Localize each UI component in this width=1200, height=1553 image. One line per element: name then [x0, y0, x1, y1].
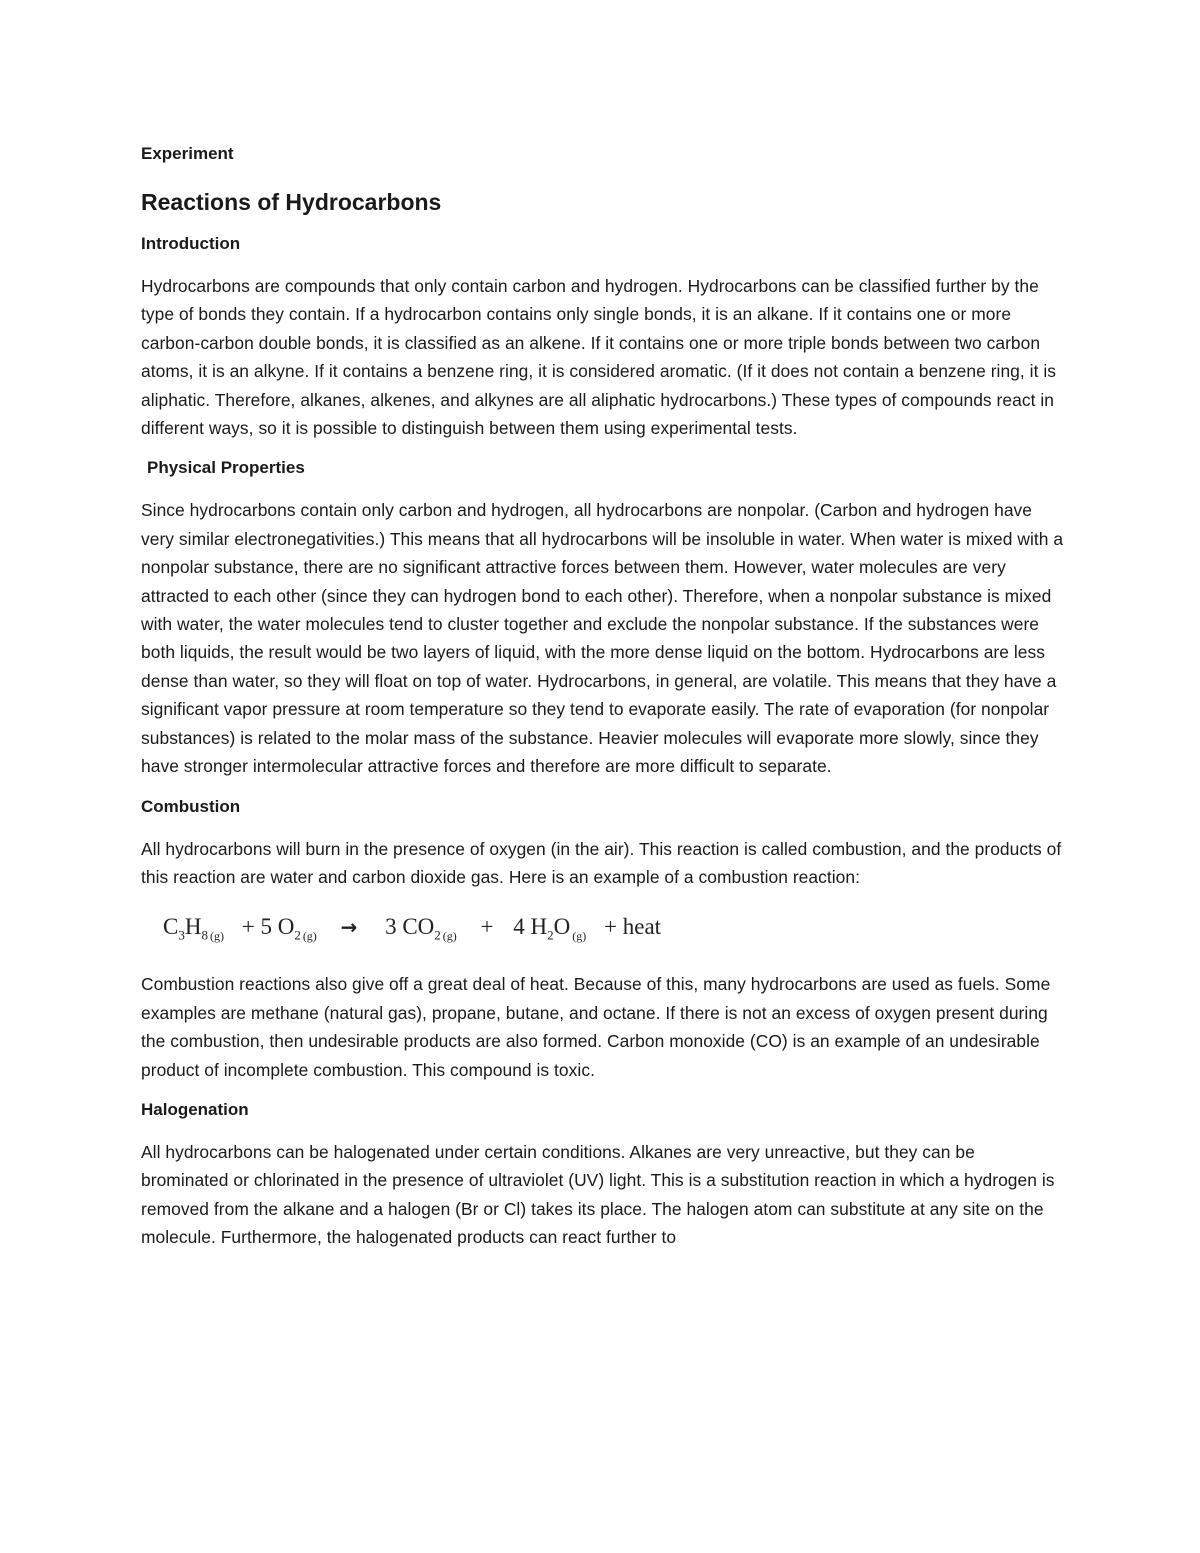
- equation-product-heat: + heat: [604, 914, 662, 940]
- section-heading-combustion: Combustion: [141, 796, 241, 816]
- equation-product-water: 4 $H_2O$ $_{(g)}$: [513, 914, 587, 944]
- equation-reactant-propane: $C_3H_8$ $_{(g)}$: [163, 914, 224, 944]
- section-heading-physical-properties: Physical Properties: [147, 458, 305, 478]
- halogenation-paragraph: All hydrocarbons can be halogenated under certain conditions. Alkanes are very unreactive, but they can be brominated or chlorinated in the presence of ultraviolet (UV) light. This is a substitution reaction in which a hydrogen is removed from the alkane and a halogen (Br or Cl) takes its place. The halogen atom can substitute at any site on the molecule. Furthermore, the halogenated products can react further to: [141, 1141, 1055, 1248]
- reaction-arrow-icon: →: [340, 915, 358, 940]
- combustion-equation: [163, 907, 1066, 956]
- equation-reactant-oxygen: + 5 $O_2$ $_{(g)}$: [241, 914, 317, 944]
- document-title: Reactions of Hydrocarbons: [141, 189, 442, 215]
- section-heading-halogenation: Halogenation: [141, 1099, 249, 1119]
- introduction-paragraph: Hydrocarbons are compounds that only contain carbon and hydrogen. Hydrocarbons can be classified further by the type of bonds they contain. If a hydrocarbon contains only single bonds, it is an alkane. If it contains one or more carbon-carbon double bonds, it is classified as an alkene. If it contains one or more triple bonds between two carbon atoms, it is an alkyne. If it contains a benzene ring, it is considered aromatic. (If it does not contain a benzene ring, it is aliphatic. Therefore, alkanes, alkenes, and alkynes are all aliphatic hydrocarbons.) These types of compounds react in different ways, so it is possible to distinguish between them using experimental tests.: [141, 276, 1057, 439]
- section-heading-introduction: Introduction: [141, 234, 241, 253]
- equation-product-carbon-dioxide: 3 $CO_2$ $_{(g)}$: [385, 914, 457, 944]
- combustion-paragraph-2: Combustion reactions also give off a great deal of heat. Because of this, many hydrocarbons are used as fuels. Some examples are methane (natural gas), propane, butane, and octane. If there is not an excess of oxygen present during the combustion, then undesirable products are also formed. Carbon monoxide (CO) is an example of an undesirable product of incomplete combustion. This compound is toxic.: [141, 974, 1051, 1080]
- physical-properties-paragraph: Since hydrocarbons contain only carbon and hydrogen, all hydrocarbons are nonpolar. (Carbon and hydrogen have very similar electronegativities.) This means that all hydrocarbons will be insoluble in water. When water is mixed with a nonpolar substance, there are no significant attractive forces between them. However, water molecules are very attracted to each other (since they can hydrogen bond to each other). Therefore, when a nonpolar substance is mixed with water, the water molecules tend to cluster together and exclude the nonpolar substance. If the substances were both liquids, the result would be two layers of liquid, with the more dense liquid on the bottom. Hydrocarbons are less dense than water, so they will float on top of water. Hydrocarbons, in general, are volatile. This means that they have a significant vapor pressure at room temperature so they tend to evaporate easily. The rate of evaporation (for nonpolar substances) is related to the molar mass of the substance. Heavier molecules will evaporate more slowly, since they have stronger intermolecular attractive forces and therefore are more difficult to separate.: [141, 500, 1064, 777]
- document-body: [141, 140, 1066, 1252]
- document-label: Experiment: [141, 144, 234, 163]
- combustion-paragraph-1: All hydrocarbons will burn in the presence of oxygen (in the air). This reaction is called combustion, and the products of this reaction are water and carbon dioxide gas. Here is an example of a combustion reaction:: [141, 838, 1062, 887]
- equation-plus: +: [480, 914, 494, 940]
